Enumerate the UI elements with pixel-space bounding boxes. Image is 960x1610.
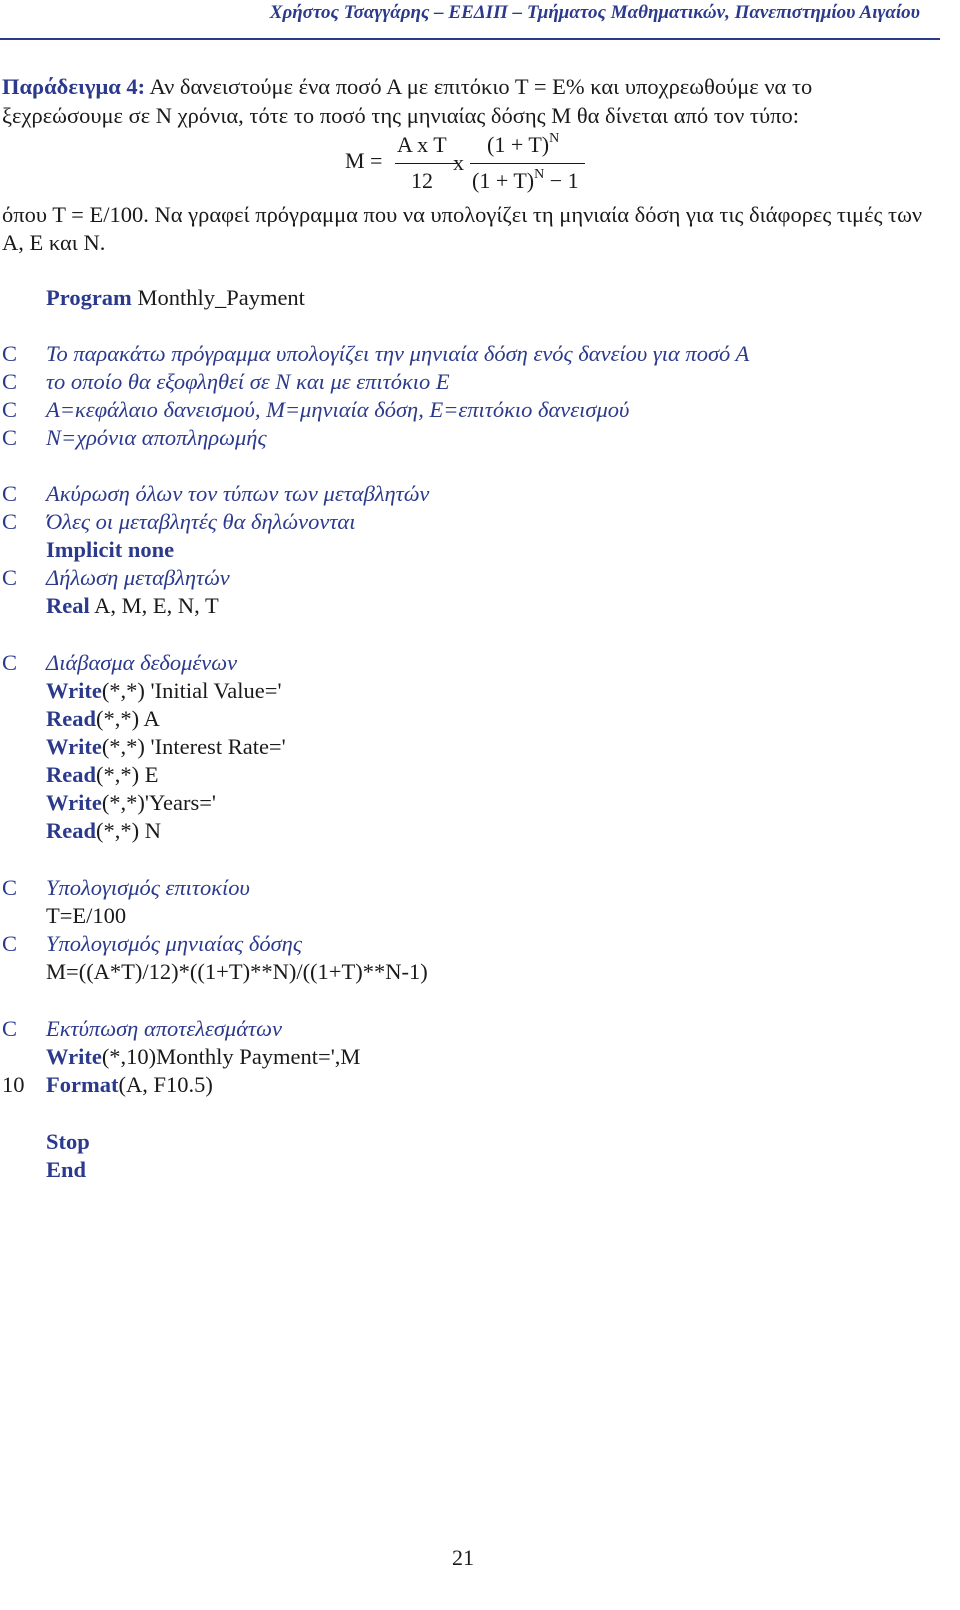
comment-marker: C: [2, 1016, 18, 1041]
code-comment: Διάβασμα δεδομένων: [46, 650, 238, 675]
code-comment: A=κεφάλαιο δανεισμού, M=μηνιαία δόση, E=επιτόκιο δανεισμού: [46, 397, 630, 422]
code-body: [46, 678, 282, 704]
comment-marker: C: [2, 341, 18, 366]
comment-marker: C: [2, 931, 18, 956]
code-text: M=((A*T)/12)*((1+T)**N)/((1+T)**N-1): [46, 959, 428, 984]
code-text: (*,*) N: [96, 818, 161, 843]
problem-text: Αν δανειστούμε ένα ποσό Α με επιτόκιο Τ = Ε% και υποχρεωθούμε να το ξεχρεώσουμε σε Ν χρόνια, τότε το ποσό της μηνιαίας δόσης Μ θα δίνεται από τον τύπο:: [2, 74, 813, 128]
code-comment: το οποίο θα εξοφληθεί σε Ν και με επιτόκιο Ε: [46, 369, 450, 394]
code-comment: Το παρακάτω πρόγραμμα υπολογίζει την μηνιαία δόση ενός δανείου για ποσό Α: [46, 341, 750, 366]
formula-frac2-numerator-base: (1 + T): [487, 132, 550, 157]
code-text: (*,*) 'Interest Rate=': [101, 734, 286, 759]
code-text: T=E/100: [46, 903, 127, 928]
code-body: [46, 1072, 213, 1098]
code-comment: N=χρόνια αποπληρωμής: [46, 425, 267, 450]
formula-frac2-denominator-exp: N: [534, 167, 545, 182]
code-comment: Υπολογισμός μηνιαίας δόσης: [46, 931, 302, 956]
code-body: [46, 369, 450, 395]
formula-frac2-denominator-base: (1 + T): [472, 168, 535, 193]
code-keyword: Program: [46, 285, 132, 310]
code-body: [46, 565, 230, 591]
formula-lhs: M =: [345, 148, 383, 173]
code-body: [46, 762, 158, 788]
code-body: [46, 875, 250, 901]
formula-frac2-denominator: [472, 168, 579, 194]
code-keyword: Real: [46, 593, 90, 618]
code-keyword: Format: [46, 1072, 119, 1097]
code-body: [46, 537, 174, 563]
header-text: Χρήστος Τσαγγάρης – ΕΕΔΙΠ – Τμήματος Μαθηματικών, Πανεπιστημίου Αιγαίου: [269, 2, 920, 23]
code-body: [46, 1129, 90, 1155]
code-comment: Ακύρωση όλων τον τύπων των μεταβλητών: [46, 481, 430, 506]
code-keyword: Write: [46, 1044, 102, 1069]
code-text: (*,*) A: [96, 706, 160, 731]
code-text: (*,*) 'Initial Value=': [101, 678, 282, 703]
code-text: (*,*) E: [96, 762, 159, 787]
code-keyword: Write: [46, 678, 102, 703]
code-body: [46, 1157, 86, 1183]
comment-marker: C: [2, 397, 18, 422]
code-body: [46, 959, 428, 985]
code-keyword: Write: [46, 734, 102, 759]
code-keyword: Read: [46, 762, 96, 787]
code-body: [46, 509, 355, 535]
formula-frac1-denominator: 12: [411, 168, 433, 193]
code-body: [46, 790, 216, 816]
formula-times: x: [453, 150, 464, 175]
page-number: 21: [452, 1545, 474, 1570]
code-text: (*,10)Monthly Payment=',M: [101, 1044, 361, 1069]
formula-frac2-numerator: [487, 132, 559, 158]
code-keyword: Read: [46, 818, 96, 843]
comment-marker: C: [2, 369, 18, 394]
formula-frac2-numerator-exp: N: [549, 131, 560, 146]
example-label: Παράδειγμα 4:: [2, 74, 146, 99]
code-text: Monthly_Payment: [131, 285, 305, 310]
formula-frac1-bar: [395, 163, 457, 164]
code-body: [46, 593, 219, 619]
code-body: [46, 341, 749, 367]
code-body: [46, 397, 629, 423]
code-text: (*,*)'Years=': [101, 790, 216, 815]
code-body: [46, 1044, 360, 1070]
code-body: [46, 285, 305, 311]
formula-frac1-numerator: A x T: [397, 132, 447, 157]
statement-label: 10: [2, 1072, 25, 1097]
code-body: [46, 425, 267, 451]
code-keyword: Implicit none: [46, 537, 175, 562]
formula-frac2-denominator-tail: − 1: [544, 168, 579, 193]
comment-marker: C: [2, 425, 18, 450]
code-body: [46, 734, 286, 760]
code-keyword: End: [46, 1157, 87, 1182]
comment-marker: C: [2, 509, 18, 534]
code-comment: Όλες οι μεταβλητές θα δηλώνονται: [46, 509, 356, 534]
header-rule: [0, 38, 940, 40]
code-comment: Δήλωση μεταβλητών: [46, 565, 230, 590]
code-keyword: Write: [46, 790, 102, 815]
code-body: [46, 931, 302, 957]
code-comment: Εκτύπωση αποτελεσμάτων: [46, 1016, 282, 1041]
comment-marker: C: [2, 650, 18, 675]
code-keyword: Read: [46, 706, 96, 731]
code-body: [46, 1016, 282, 1042]
comment-marker: C: [2, 481, 18, 506]
code-body: [46, 706, 160, 732]
comment-marker: C: [2, 565, 18, 590]
problem-continuation: όπου Τ = Ε/100. Να γραφεί πρόγραμμα που να υπολογίζει τη μηνιαία δόση για τις διάφορες τιμές των Α, Ε και Ν.: [2, 202, 923, 255]
problem-statement: [2, 72, 937, 130]
formula-frac2-bar: [470, 163, 585, 164]
comment-marker: C: [2, 875, 18, 900]
code-body: [46, 903, 126, 929]
payment-formula: [345, 132, 605, 198]
code-text: A, M, E, N, T: [89, 593, 219, 618]
code-body: [46, 650, 237, 676]
code-keyword: Stop: [46, 1129, 90, 1154]
code-comment: Υπολογισμός επιτοκίου: [46, 875, 250, 900]
page-header: [0, 0, 960, 40]
code-body: [46, 818, 161, 844]
code-body: [46, 481, 429, 507]
code-text: (A, F10.5): [118, 1072, 213, 1097]
